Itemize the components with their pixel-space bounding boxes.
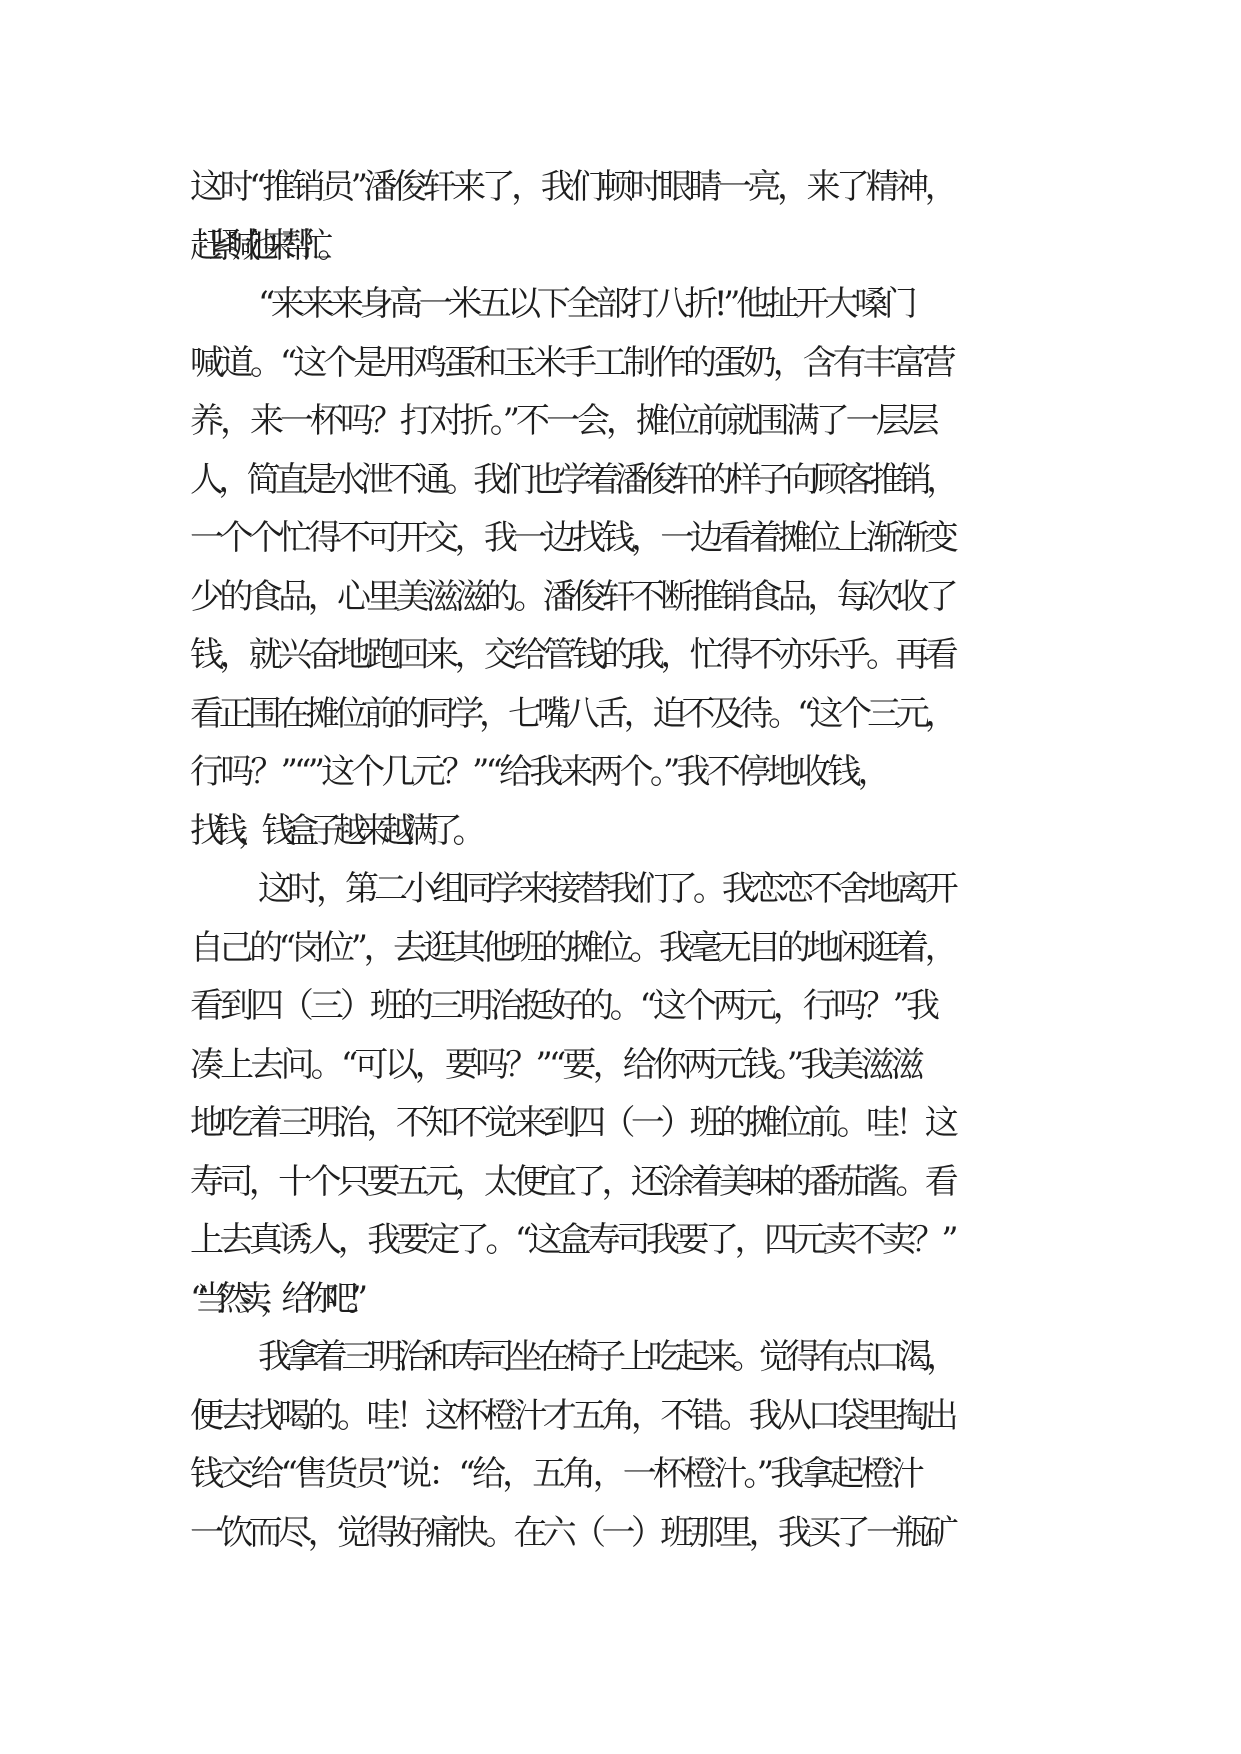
text-line: 一个个忙得不可开交，我一边找钱，一边看着摊位上渐渐变 (190, 518, 955, 558)
text-line: 喊道。“这个是用鸡蛋和玉米手工制作的蛋奶，含有丰富营 (190, 342, 953, 383)
text-line: 自己的“岗位”，去逛其他班的摊位。我毫无目的地闲逛着， (190, 927, 955, 968)
text-line: 养，来一杯吗？打对折。”不一会，摊位前就围满了一层层 (190, 401, 936, 441)
text-line: 便去找喝的。哇！这杯橙汁才五角，不错。我从口袋里掏出 (190, 1395, 955, 1436)
paragraph-first-line: “来来来身高一米五以下全部打八折!”他扯开大嗓门 (258, 284, 914, 324)
text-line: 行吗？”“”这个几元？”“给我来两个。”我不停地收钱， (190, 752, 888, 792)
text-line: 钱交给“售货员”说：“给，五角，一杯橙汁。”我拿起橙汁 (190, 1454, 921, 1494)
text-line: 寿司，十个只要五元，太便宜了，还涂着美味的番茄酱。看 (190, 1161, 955, 1202)
text-line: 少的食品，心里美滋滋的。潘俊轩不断推销食品，每次收了 (190, 576, 955, 617)
text-line: “当然卖，给你吧。” (190, 1278, 356, 1319)
text-line: 上去真诱人，我要定了。“这盒寿司我要了，四元卖不卖？” (190, 1220, 955, 1260)
text-line: 地吃着三明治，不知不觉来到四（一）班的摊位前。哇！这 (190, 1103, 955, 1143)
text-line: 看正围在摊位前的同学，七嘴八舌，迫不及待。“这个三元， (190, 693, 954, 734)
text-line: 找钱，钱盒子越来越满了。 (190, 810, 477, 851)
paragraph-first-line: 这时，第二小组同学来接替我们了。我恋恋不舍地离开 (258, 869, 954, 909)
text-line: 赶紧喊他来帮忙。 (190, 225, 336, 266)
text-line: 这时“推销员”潘俊轩来了，我们顿时眼睛一亮，来了精神， (190, 167, 955, 207)
essay-body (190, 158, 1090, 1562)
text-line: 钱，就兴奋地跑回来，交给管钱的我，忙得不亦乐乎。再看 (190, 635, 955, 675)
paragraph-first-line: 我拿着三明治和寿司坐在椅子上吃起来。觉得有点口渴， (258, 1337, 954, 1377)
text-line: 凑上去问。“可以，要吗？”“要，给你两元钱。”我美滋滋 (190, 1044, 921, 1085)
text-line: 一饮而尽，觉得好痛快。在六（一）班那里，我买了一瓶矿 (190, 1512, 955, 1553)
text-line: 人，简直是水泄不通。我们也学着潘俊轩的样子向顾客推销， (190, 459, 955, 500)
text-line: 看到四（三）班的三明治挺好的。“这个两元，行吗？”我 (190, 986, 936, 1026)
